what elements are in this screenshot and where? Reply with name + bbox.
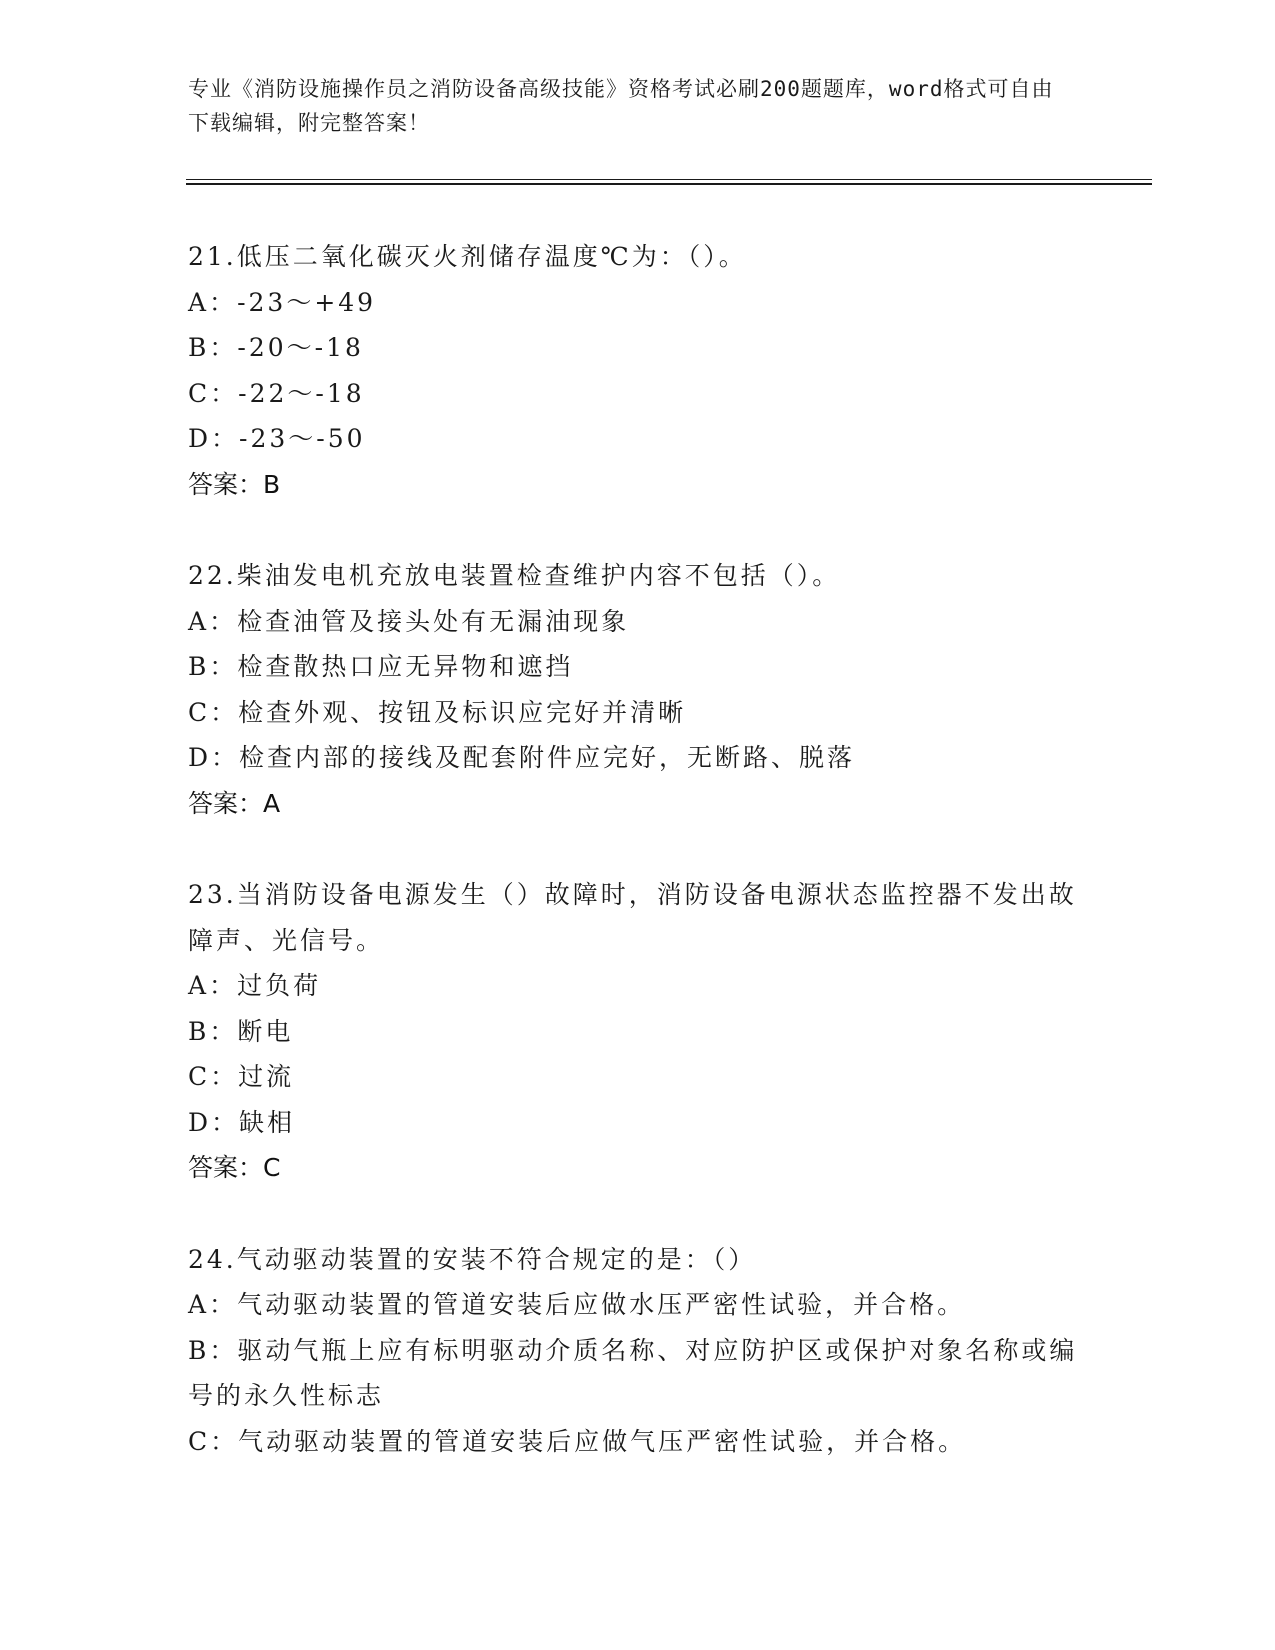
option-letter: C： [188, 697, 239, 727]
option-c [188, 690, 1088, 736]
option-text: 气动驱动装置的管道安装后应做水压严密性试验，并合格。 [237, 1290, 966, 1319]
option-d [188, 416, 1088, 462]
question-24 [188, 1237, 1088, 1465]
option-text: -22～-18 [238, 378, 365, 408]
answer-label: 答案： [188, 788, 264, 818]
option-text: 过流 [238, 1062, 295, 1091]
option-text: 驱动气瓶上应有标明驱动介质名称、对应防护区或保护对象名称或编号的永久性标志 [188, 1335, 1078, 1410]
option-text: 气动驱动装置的管道安装后应做气压严密性试验，并合格。 [238, 1426, 967, 1456]
answer-line [188, 462, 1088, 508]
option-text: 检查油管及接头处有无漏油现象 [237, 606, 630, 636]
option-letter: A： [188, 1290, 238, 1319]
question-list [188, 234, 1088, 1510]
answer-value: B [263, 469, 281, 499]
option-b [188, 644, 1088, 690]
option-text: 检查外观、按钮及标识应完好并清晰 [238, 697, 687, 727]
option-a [188, 1282, 1088, 1328]
header-divider-thick [186, 183, 1152, 185]
document-header: 专业《消防设施操作员之消防设备高级技能》资格考试必刷200题题库，word格式可自由下载编辑，附完整答案！ [188, 77, 1054, 135]
option-text: 断电 [237, 1016, 294, 1046]
option-letter: A： [188, 606, 238, 636]
option-c [188, 1054, 1088, 1100]
option-text: -23～-50 [239, 424, 366, 453]
option-letter: C： [188, 1062, 239, 1091]
option-b [188, 325, 1088, 371]
question-22 [188, 553, 1088, 826]
question-stem: 24.气动驱动装置的安装不符合规定的是：（） [188, 1244, 757, 1274]
question-21 [188, 234, 1088, 507]
option-letter: B： [188, 333, 238, 362]
option-letter: D： [188, 424, 240, 453]
option-letter: D： [188, 1107, 240, 1137]
question-stem: 23.当消防设备电源发生（）故障时，消防设备电源状态监控器不发出故障声、光信号。 [188, 880, 1077, 955]
option-letter: D： [188, 743, 240, 772]
question-stem: 22.柴油发电机充放电装置检查维护内容不包括（）。 [188, 561, 841, 590]
option-text: 检查散热口应无异物和遮挡 [237, 652, 574, 681]
option-b [188, 1009, 1088, 1055]
answer-line [188, 1145, 1088, 1191]
option-letter: B： [188, 652, 238, 681]
option-letter: C： [188, 378, 239, 408]
option-c [188, 371, 1088, 417]
option-letter: B： [188, 1016, 238, 1046]
option-letter: B： [188, 1335, 238, 1365]
option-letter: A： [188, 971, 238, 1000]
option-d [188, 1100, 1088, 1146]
option-text: 缺相 [239, 1107, 296, 1137]
question-stem: 21.低压二氧化碳灭火剂储存温度℃为：（）。 [188, 242, 747, 271]
option-letter: C： [188, 1426, 239, 1456]
option-a [188, 280, 1088, 326]
option-a [188, 963, 1088, 1009]
answer-label: 答案： [188, 469, 264, 499]
option-c [188, 1419, 1088, 1465]
answer-value: C [263, 1153, 281, 1182]
answer-line [188, 781, 1088, 827]
option-b [188, 1328, 1078, 1419]
option-letter: A： [188, 287, 238, 317]
option-d [188, 735, 1088, 781]
option-text: 检查内部的接线及配套附件应完好，无断路、脱落 [239, 743, 856, 772]
question-23 [188, 872, 1088, 1191]
header-divider-thin [186, 179, 1152, 180]
answer-label: 答案： [188, 1153, 264, 1182]
answer-value: A [263, 788, 281, 818]
option-text: 过负荷 [237, 971, 322, 1000]
option-text: -20～-18 [237, 333, 364, 362]
option-a [188, 599, 1088, 645]
option-text: -23～+49 [237, 287, 377, 317]
